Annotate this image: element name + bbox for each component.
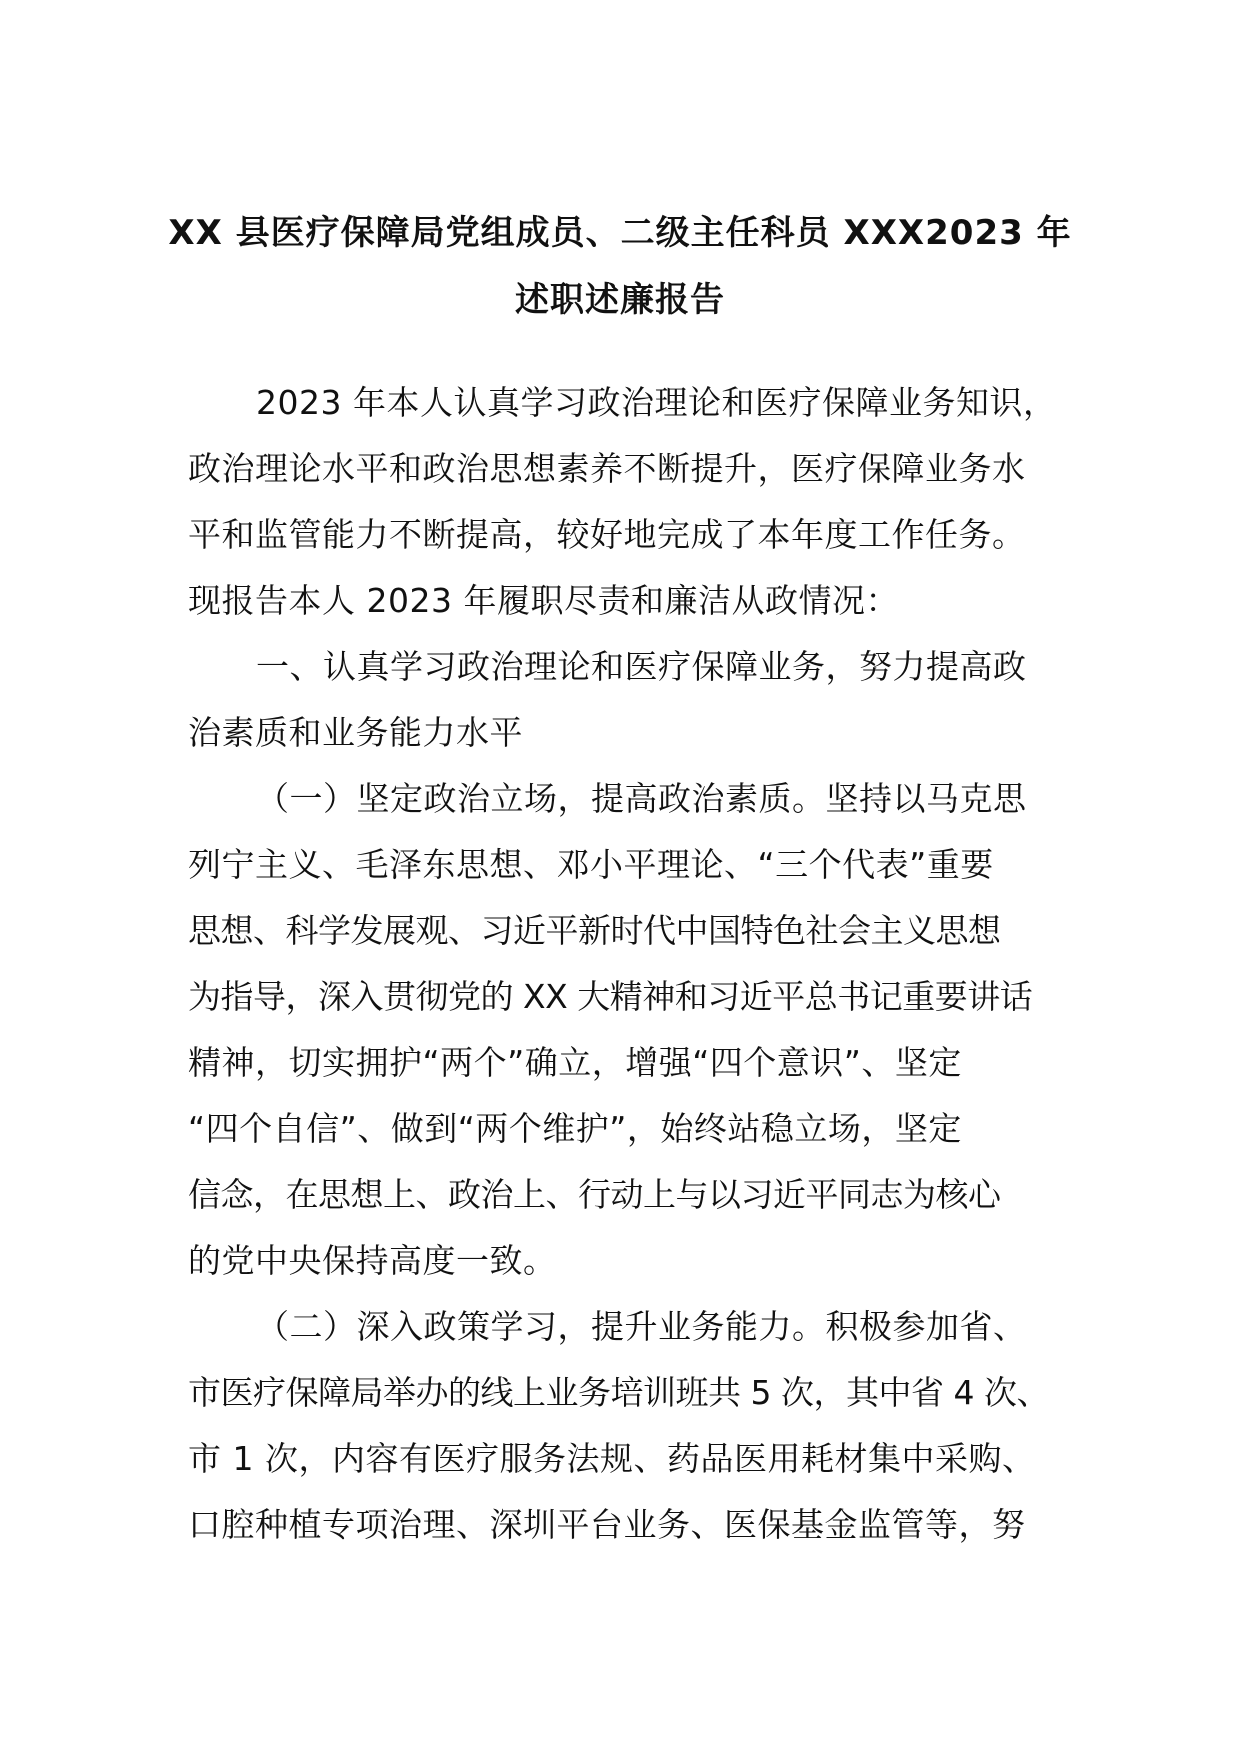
body-line: 思想、科学发展观、习近平新时代中国特色社会主义思想: [188, 911, 1001, 950]
section-heading-line: 治素质和业务能力水平: [188, 713, 523, 752]
body-line: “四个自信”、做到“两个维护”，始终站稳立场，坚定: [188, 1109, 962, 1148]
body-line: 市医疗保障局举办的线上业务培训班共 5 次，其中省 4 次、: [188, 1373, 1049, 1412]
body-line: 列宁主义、毛泽东思想、邓小平理论、“三个代表”重要: [188, 845, 994, 884]
report-body: [188, 370, 1068, 1558]
body-line: 现报告本人 2023 年履职尽责和廉洁从政情况：: [188, 581, 899, 620]
body-line: 平和监管能力不断提高，较好地完成了本年度工作任务。: [188, 515, 1026, 554]
report-title-line-2: 述职述廉报告: [515, 280, 725, 320]
body-line: 市 1 次，内容有医疗服务法规、药品医用耗材集中采购、: [188, 1439, 1036, 1478]
body-line: （二）深入政策学习，提升业务能力。积极参加省、: [256, 1307, 1027, 1346]
report-title-line-1: XX 县医疗保障局党组成员、二级主任科员 XXX2023 年: [168, 213, 1072, 253]
body-line: 2023 年本人认真学习政治理论和医疗保障业务知识，: [256, 383, 1057, 422]
body-line: 信念，在思想上、政治上、行动上与以习近平同志为核心: [188, 1175, 1001, 1214]
section-heading-line: 一、认真学习政治理论和医疗保障业务，努力提高政: [256, 647, 1027, 686]
body-line: 口腔种植专项治理、深圳平台业务、医保基金监管等，努: [188, 1505, 1026, 1544]
body-line: （一）坚定政治立场，提高政治素质。坚持以马克思: [256, 779, 1027, 818]
body-line: 的党中央保持高度一致。: [188, 1241, 557, 1280]
body-line: 精神，切实拥护“两个”确立，增强“四个意识”、坚定: [188, 1043, 962, 1082]
body-line: 为指导，深入贯彻党的 XX 大精神和习近平总书记重要讲话: [188, 977, 1033, 1016]
body-line: 政治理论水平和政治思想素养不断提升，医疗保障业务水: [188, 449, 1026, 488]
